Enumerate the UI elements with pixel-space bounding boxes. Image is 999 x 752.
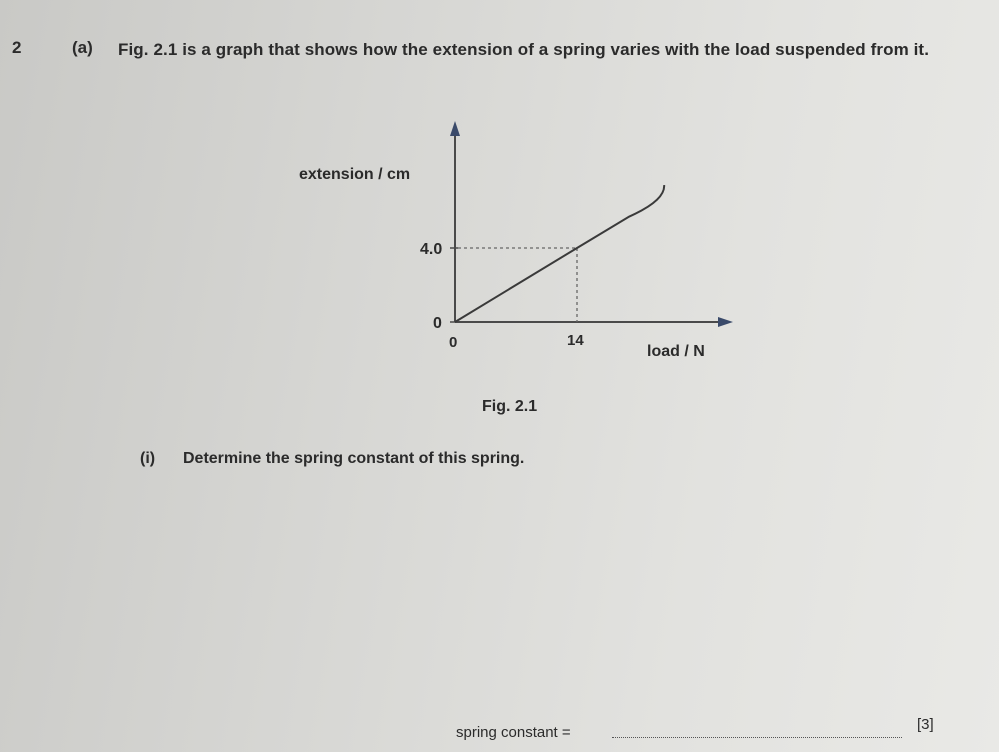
y-tick-label-4: 4.0	[420, 241, 443, 258]
subquestion-label: (i)	[140, 450, 156, 467]
y-tick-label-0: 0	[433, 315, 442, 332]
x-axis-label: load / N	[647, 343, 705, 360]
question-number: 2	[12, 38, 22, 57]
x-tick-label-0: 0	[449, 334, 458, 351]
y-axis-arrowhead	[450, 121, 460, 136]
question-part: (a)	[72, 38, 93, 57]
subquestion-text: Determine the spring constant of this spring.	[183, 450, 525, 467]
figure-caption: Fig. 2.1	[482, 398, 538, 415]
marks-allocation: [3]	[917, 716, 934, 733]
x-axis-arrowhead	[718, 317, 733, 327]
y-axis-label: extension / cm	[299, 166, 411, 183]
answer-label: spring constant =	[456, 724, 571, 741]
data-curve	[455, 185, 664, 322]
question-text: Fig. 2.1 is a graph that shows how the extension of a spring varies with the load suspended from it.	[118, 40, 930, 59]
answer-line[interactable]	[612, 737, 902, 738]
x-tick-label-14: 14	[567, 332, 584, 349]
